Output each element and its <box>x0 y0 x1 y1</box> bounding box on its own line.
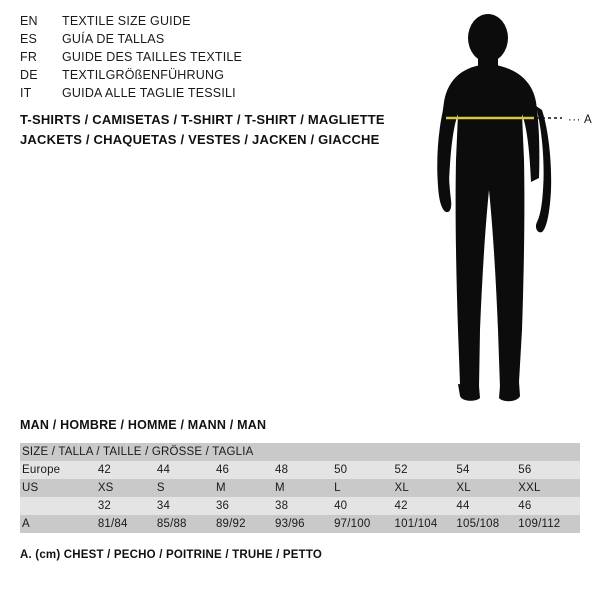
table-row <box>20 461 580 479</box>
row-value: L <box>334 479 394 497</box>
measurement-footnote: A. (cm) CHEST / PECHO / POITRINE / TRUHE / PETTO <box>20 549 323 561</box>
language-code: ES <box>20 32 38 46</box>
row-value: 46 <box>216 461 275 479</box>
row-value: S <box>157 479 216 497</box>
table-header-row <box>20 443 580 461</box>
row-value: 42 <box>98 461 157 479</box>
language-title: TEXTILE SIZE GUIDE <box>62 14 191 28</box>
language-row <box>20 32 380 50</box>
garment-category-tshirts: T-SHIRTS / CAMISETAS / T-SHIRT / T-SHIRT / MAGLIETTE <box>20 112 385 127</box>
language-title: GUÍA DE TALLAS <box>62 32 165 46</box>
row-value: 50 <box>334 461 394 479</box>
row-label: US <box>20 479 98 497</box>
table-row <box>20 515 580 533</box>
language-row <box>20 86 380 104</box>
row-value: XXL <box>518 479 580 497</box>
silhouette-icon <box>400 10 600 410</box>
row-value: M <box>216 479 275 497</box>
language-code: EN <box>20 14 38 28</box>
row-value: M <box>275 479 334 497</box>
row-label <box>20 497 98 515</box>
language-title: GUIDA ALLE TAGLIE TESSILI <box>62 86 236 100</box>
language-code: IT <box>20 86 32 100</box>
row-value: 105/108 <box>456 515 518 533</box>
row-value: 52 <box>395 461 457 479</box>
garment-category-jackets: JACKETS / CHAQUETAS / VESTES / JACKEN / GIACCHE <box>20 132 380 147</box>
row-value: 93/96 <box>275 515 334 533</box>
male-silhouette-figure <box>400 10 600 410</box>
language-title: GUIDE DES TAILLES TEXTILE <box>62 50 243 64</box>
language-row <box>20 14 380 32</box>
row-value: 36 <box>216 497 275 515</box>
row-value: 85/88 <box>157 515 216 533</box>
row-value: 81/84 <box>98 515 157 533</box>
row-value: 48 <box>275 461 334 479</box>
row-label: A <box>20 515 98 533</box>
size-table <box>20 443 580 533</box>
row-value: 34 <box>157 497 216 515</box>
table-row <box>20 479 580 497</box>
chest-measure-label: ··· A <box>568 114 593 126</box>
gender-heading: MAN / HOMBRE / HOMME / MANN / MAN <box>20 418 267 432</box>
language-title: TEXTILGRÖßENFÜHRUNG <box>62 68 225 82</box>
row-value: 109/112 <box>518 515 580 533</box>
language-code: FR <box>20 50 38 64</box>
row-value: 44 <box>456 497 518 515</box>
language-code: DE <box>20 68 38 82</box>
row-value: 54 <box>456 461 518 479</box>
row-value: XS <box>98 479 157 497</box>
row-value: 44 <box>157 461 216 479</box>
row-value: 38 <box>275 497 334 515</box>
table-row <box>20 497 580 515</box>
language-row <box>20 50 380 68</box>
row-value: XL <box>395 479 457 497</box>
row-value: 89/92 <box>216 515 275 533</box>
row-value: 56 <box>518 461 580 479</box>
row-label: Europe <box>20 461 98 479</box>
row-value: 101/104 <box>395 515 457 533</box>
table-header-label: SIZE / TALLA / TAILLE / GRÖSSE / TAGLIA <box>20 443 580 461</box>
row-value: 40 <box>334 497 394 515</box>
row-value: 46 <box>518 497 580 515</box>
row-value: 97/100 <box>334 515 394 533</box>
language-list <box>20 14 380 104</box>
row-value: 42 <box>395 497 457 515</box>
language-row <box>20 68 380 86</box>
row-value: 32 <box>98 497 157 515</box>
garment-category-list <box>20 110 420 150</box>
row-value: XL <box>456 479 518 497</box>
